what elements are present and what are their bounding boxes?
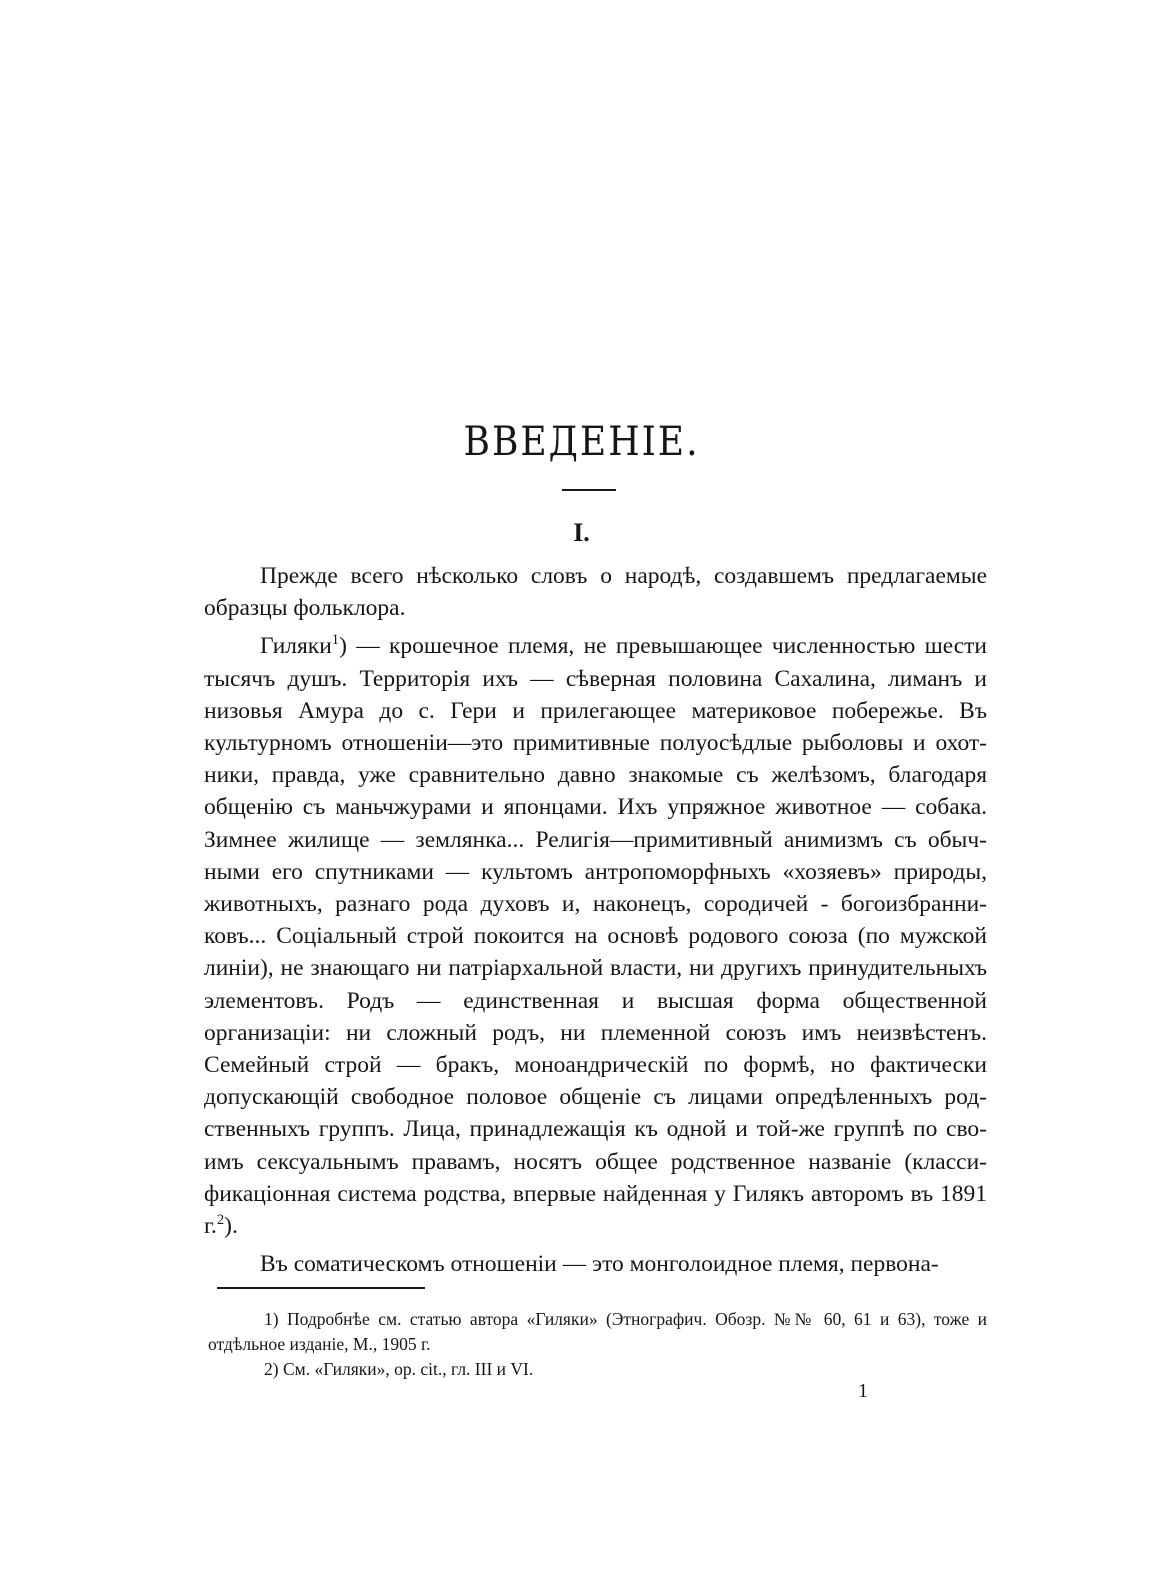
main-text [204,560,987,1280]
chapter-title: ВВЕДЕНІЕ. [463,419,700,465]
paragraph-intro: Прежде всего нѣсколько словъ о народѣ, создавшемъ предлагаемые образцы фольклора. [204,563,987,622]
footnotes [208,1307,987,1382]
paragraph-gilyaks [204,630,987,1242]
paragraph-somatic: Въ соматическомъ отношеніи — это монголоидное племя, первона- [260,1251,939,1278]
footnote-ref-1[interactable]: 1 [331,632,340,649]
footnote-1: 1) Подробнѣе см. статью автора «Гиляки» (Этнографич. Обозр. №№ 60, 61 и 63), тоже и отдѣльное изданіе, М., 1905 г. [208,1309,987,1354]
footnote-ref-2[interactable]: 2 [216,1212,225,1229]
paragraph-tail: ). [224,1213,238,1240]
title-divider [562,489,616,491]
page-number: 1 [858,1380,868,1402]
paragraph-body: ) — крошечное племя, не превышающее численностью шести тысячъ душъ. Территорія ихъ — сѣверная половина Сахалина, лиманъ и низовья Амура до с. Гери и прилегающее материковое побережье. Въ культурномъ отношеніи—это примитивные полуосѣдлые рыболовы и охотники, правда, уже сравнительно давно знакомые съ желѣзомъ, благодаря общенію съ маньчжурами и японцами. Ихъ упряжное животное — собака. Зимнее жилище — землянка... Религія—примитивный анимизмъ съ обычными его спутниками — культомъ антропоморфныхъ «хозяевъ» природы, животныхъ, разнаго рода духовъ и, наконецъ, сородичей - богоизбранниковъ... Соціальный строй покоится на основѣ родового союза (по мужской линіи), не знающаго ни патріархальной власти, ни другихъ принудительныхъ элементовъ. Родъ — единственная и высшая форма общественной организаціи: ни сложный родъ, ни племенной союзъ имъ неизвѣстенъ. Семейный строй — бракъ, моноандрическій по формѣ, но фактически допускающій свободное половое общеніе съ лицами опредѣленныхъ родственныхъ группъ. Лица, принадлежащія къ одной и той-же группѣ по своимъ сексуальнымъ правамъ, носятъ общее родственное названіе (классификаціонная система родства, впервые найденная у Гилякъ авторомъ въ 1891 г. [204,633,987,1240]
paragraph-lead-word: Гиляки [260,633,332,660]
footnote-divider [217,1287,425,1289]
section-number: I. [573,518,590,547]
footnote-2: 2) См. «Гиляки», op. cit., гл. III и VI. [264,1359,534,1379]
